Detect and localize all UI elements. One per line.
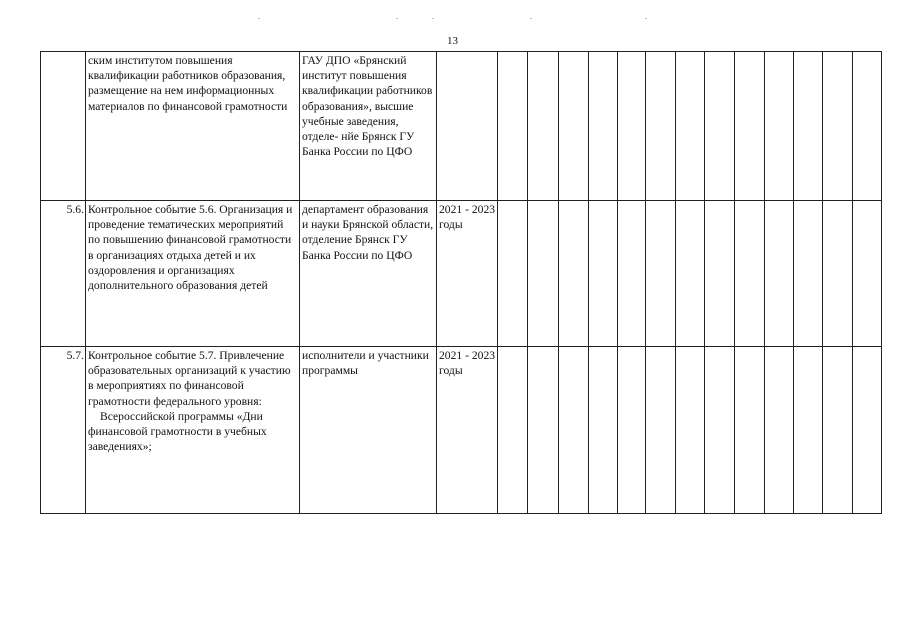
empty-cell	[794, 347, 823, 514]
empty-cell	[559, 201, 589, 347]
activity-text: Контрольное событие 5.7. Привлечение образовательных организаций к участию в мероприятиях по финансовой грамотности федерального уровня:	[88, 349, 291, 408]
empty-cell	[705, 201, 735, 347]
empty-cell	[794, 201, 823, 347]
period-cell: 2021 - 2023 годы	[437, 347, 498, 514]
empty-cell	[559, 347, 589, 514]
empty-cell	[853, 347, 882, 514]
empty-cell	[618, 52, 646, 201]
empty-cell	[589, 347, 618, 514]
empty-cell	[498, 52, 528, 201]
activity-cell	[86, 201, 300, 347]
empty-cell	[646, 52, 676, 201]
empty-cell	[646, 347, 676, 514]
row-number-cell	[41, 52, 86, 201]
empty-cell	[765, 347, 794, 514]
activity-subitem-text: Всероссийской программы «Дни финансовой грамотности в учебных заведениях»;	[88, 409, 267, 454]
empty-cell	[853, 52, 882, 201]
empty-cell	[589, 52, 618, 201]
empty-cell	[823, 201, 853, 347]
empty-cell	[646, 201, 676, 347]
empty-cell	[765, 201, 794, 347]
empty-cell	[528, 52, 559, 201]
empty-cell	[559, 52, 589, 201]
period-cell: 2021 - 2023 годы	[437, 201, 498, 347]
scan-speck	[530, 18, 532, 19]
table-row	[41, 347, 882, 514]
activity-plan-table	[40, 51, 882, 514]
activity-text: ским институтом повышения квалификации работников образования, размещение на нем информационных материалов по финансовой грамотности	[88, 54, 288, 113]
empty-cell	[823, 52, 853, 201]
empty-cell	[618, 201, 646, 347]
empty-cell	[618, 347, 646, 514]
empty-cell	[853, 201, 882, 347]
period-cell	[437, 52, 498, 201]
empty-cell	[589, 201, 618, 347]
page-number: 13	[447, 35, 458, 47]
row-number-cell: 5.7.	[41, 347, 86, 514]
table-row	[41, 52, 882, 201]
executor-cell: департамент образования и науки Брянской области, отделение Брянск ГУ Банка России по ЦФО	[300, 201, 437, 347]
empty-cell	[676, 52, 705, 201]
empty-cell	[735, 201, 765, 347]
empty-cell	[765, 52, 794, 201]
table-row	[41, 201, 882, 347]
empty-cell	[705, 347, 735, 514]
row-number-cell: 5.6.	[41, 201, 86, 347]
empty-cell	[705, 52, 735, 201]
empty-cell	[498, 347, 528, 514]
executor-cell: ГАУ ДПО «Брянский институт повышения квалификации работников образования», высшие учебные заведения, отделе- нйе Брянск ГУ Банка России по ЦФО	[300, 52, 437, 201]
scan-speck	[396, 18, 398, 19]
empty-cell	[498, 201, 528, 347]
empty-cell	[676, 201, 705, 347]
empty-cell	[528, 347, 559, 514]
scan-speck	[645, 18, 647, 19]
executor-cell: исполнители и участники программы	[300, 347, 437, 514]
empty-cell	[823, 347, 853, 514]
empty-cell	[676, 347, 705, 514]
activity-text: Контрольное событие 5.6. Организация и проведение тематических мероприятий по повышению финансовой грамотности в организациях отдыха детей и их оздоровления и организациях дополнительного образования детей	[88, 203, 293, 293]
empty-cell	[794, 52, 823, 201]
scan-speck	[432, 18, 434, 19]
empty-cell	[735, 347, 765, 514]
empty-cell	[528, 201, 559, 347]
empty-cell	[735, 52, 765, 201]
activity-cell	[86, 347, 300, 514]
scan-speck	[258, 18, 260, 19]
activity-cell	[86, 52, 300, 201]
